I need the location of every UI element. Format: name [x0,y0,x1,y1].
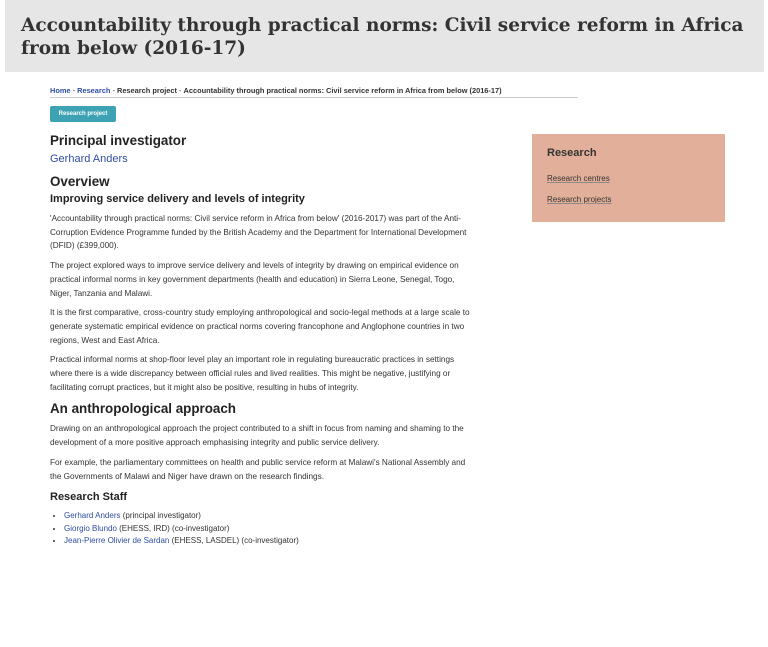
overview-subheading: Improving service delivery and levels of integrity [50,193,305,205]
approach-heading: An anthropological approach [50,401,236,417]
overview-heading: Overview [50,174,110,189]
principal-investigator-link[interactable]: Gerhard Anders [50,153,128,165]
breadcrumb-current: Accountability through practical norms: Civil service reform in Africa from below (2016-17) [183,86,502,95]
principal-investigator-heading: Principal investigator [50,133,187,148]
sidebar-title: Research [547,147,597,159]
breadcrumb-research-link[interactable]: Research [77,86,111,95]
list-item [64,510,474,522]
staff-link[interactable]: Jean-Pierre Olivier de Sardan [64,535,170,545]
breadcrumb-project: Research project [116,86,177,95]
overview-paragraph: 'Accountability through practical norms: Civil service reform in Africa from below' (2016-2017) was part of the Anti-Corruption Evidence Programme funded by the British Academy and the Department for International Development (DFID) (£399,000). [50,214,467,251]
staff-link[interactable]: Gerhard Anders [64,511,121,521]
staff-link[interactable]: Giorgio Blundo [64,523,117,533]
list-item [64,523,474,535]
overview-paragraph: It is the first comparative, cross-country study employing anthropological and socio-legal methods at a large scale to generate systematic empirical evidence on practical norms covering francophone and Anglophone countries in two regions, West and East Africa. [50,308,470,345]
sidebar-item-research-projects[interactable]: Research projects [547,195,612,204]
sidebar-item-research-centres[interactable]: Research centres [547,174,610,183]
breadcrumb-separator: - [70,86,78,95]
page-header [5,0,764,72]
overview-paragraph: Practical informal norms at shop-floor level play an important role in regulating bureaucratic practices in settings where there is a wide discrepancy between official rules and lived realities. This might be negative, justifying or facilitating corrupt practices, but it might also be positive, resulting in hubs of integrity. [50,355,455,392]
approach-paragraph: Drawing on an anthropological approach the project contributed to a shift in focus from naming and shaming to the development of a more positive approach emphasising integrity and public service delivery. [50,424,464,448]
breadcrumb [50,86,502,95]
main-content [50,133,474,547]
research-project-badge: Research project [50,106,116,122]
staff-role: (EHESS, IRD) (co-investigator) [116,523,230,533]
breadcrumb-divider [50,97,578,98]
breadcrumb-separator: - [110,86,117,95]
staff-role: (principal investigator) [120,511,201,521]
research-staff-heading: Research Staff [50,491,128,504]
list-item [64,535,474,547]
breadcrumb-separator: - [176,86,184,95]
overview-paragraph: The project explored ways to improve service delivery and levels of integrity by drawing on empirical evidence on practical informal norms in key government departments (health and education) in Sierra Leone, Senegal, Togo, Niger, Tanzania and Malawi. [50,261,459,298]
page-title: Accountability through practical norms: Civil service reform in Africa from below (2016-17) [21,15,744,59]
approach-paragraph: For example, the parliamentary committees on health and public service reform at Malawi's National Assembly and the Governments of Malawi and Niger have drawn on the research findings. [50,457,466,481]
research-staff-list [50,510,474,547]
staff-role: (EHESS, LASDEL) (co-investigator) [169,535,299,545]
breadcrumb-home-link[interactable]: Home [50,86,71,95]
research-sidebar [532,134,725,222]
